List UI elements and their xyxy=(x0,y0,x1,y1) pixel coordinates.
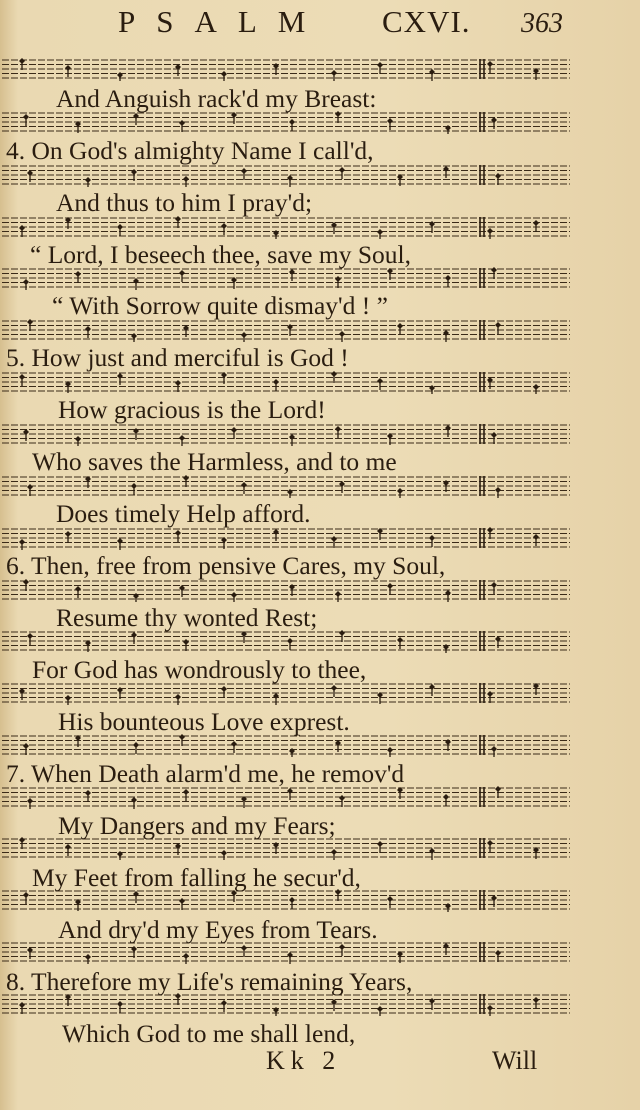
page-number: 363 xyxy=(521,8,563,39)
lyric-line: For God has wondrously to thee, xyxy=(32,655,367,684)
lyric-line: His bounteous Love exprest. xyxy=(58,707,350,736)
music-staff xyxy=(0,578,640,602)
lyric-line: And dry'd my Eyes from Tears. xyxy=(58,915,378,944)
lyric-line: And thus to him I pray'd; xyxy=(56,188,313,217)
music-staff xyxy=(0,474,640,498)
lyric-line: My Feet from falling he secur'd, xyxy=(32,863,361,892)
lyric-line: 7. When Death alarm'd me, he remov'd xyxy=(6,759,405,788)
page-header xyxy=(0,2,640,42)
music-staff xyxy=(0,57,640,81)
psalm-number: CXVI. xyxy=(382,4,471,39)
lyric-line: 5. How just and merciful is God ! xyxy=(6,343,349,372)
lyric-line: Resume thy wonted Rest; xyxy=(56,603,318,632)
lyric-line: Does timely Help afford. xyxy=(56,499,311,528)
lyric-line: “ With Sorrow quite dismay'd ! ” xyxy=(52,291,388,320)
music-staff xyxy=(0,215,640,239)
music-staff xyxy=(0,370,640,394)
lyric-line: My Dangers and my Fears; xyxy=(58,811,336,840)
lyric-line: Which God to me shall lend, xyxy=(62,1019,356,1048)
lyric-line: 4. On God's almighty Name I call'd, xyxy=(6,136,374,165)
lyric-line: Who saves the Harmless, and to me xyxy=(32,447,397,476)
music-staff xyxy=(0,163,640,187)
lyric-line: 8. Therefore my Life's remaining Years, xyxy=(6,967,413,996)
music-staff xyxy=(0,526,640,550)
lyric-line: And Anguish rack'd my Breast: xyxy=(56,84,377,113)
music-staff xyxy=(0,318,640,342)
lyric-line: “ Lord, I beseech thee, save my Soul, xyxy=(30,240,411,269)
music-staff xyxy=(0,422,640,446)
lyric-line: 6. Then, free from pensive Cares, my Soul, xyxy=(6,551,446,580)
lyric-line: How gracious is the Lord! xyxy=(58,395,326,424)
catchword: Will xyxy=(492,1046,538,1075)
psalm-title: PSALM xyxy=(118,4,327,39)
signature-mark: Kk 2 xyxy=(266,1046,342,1075)
